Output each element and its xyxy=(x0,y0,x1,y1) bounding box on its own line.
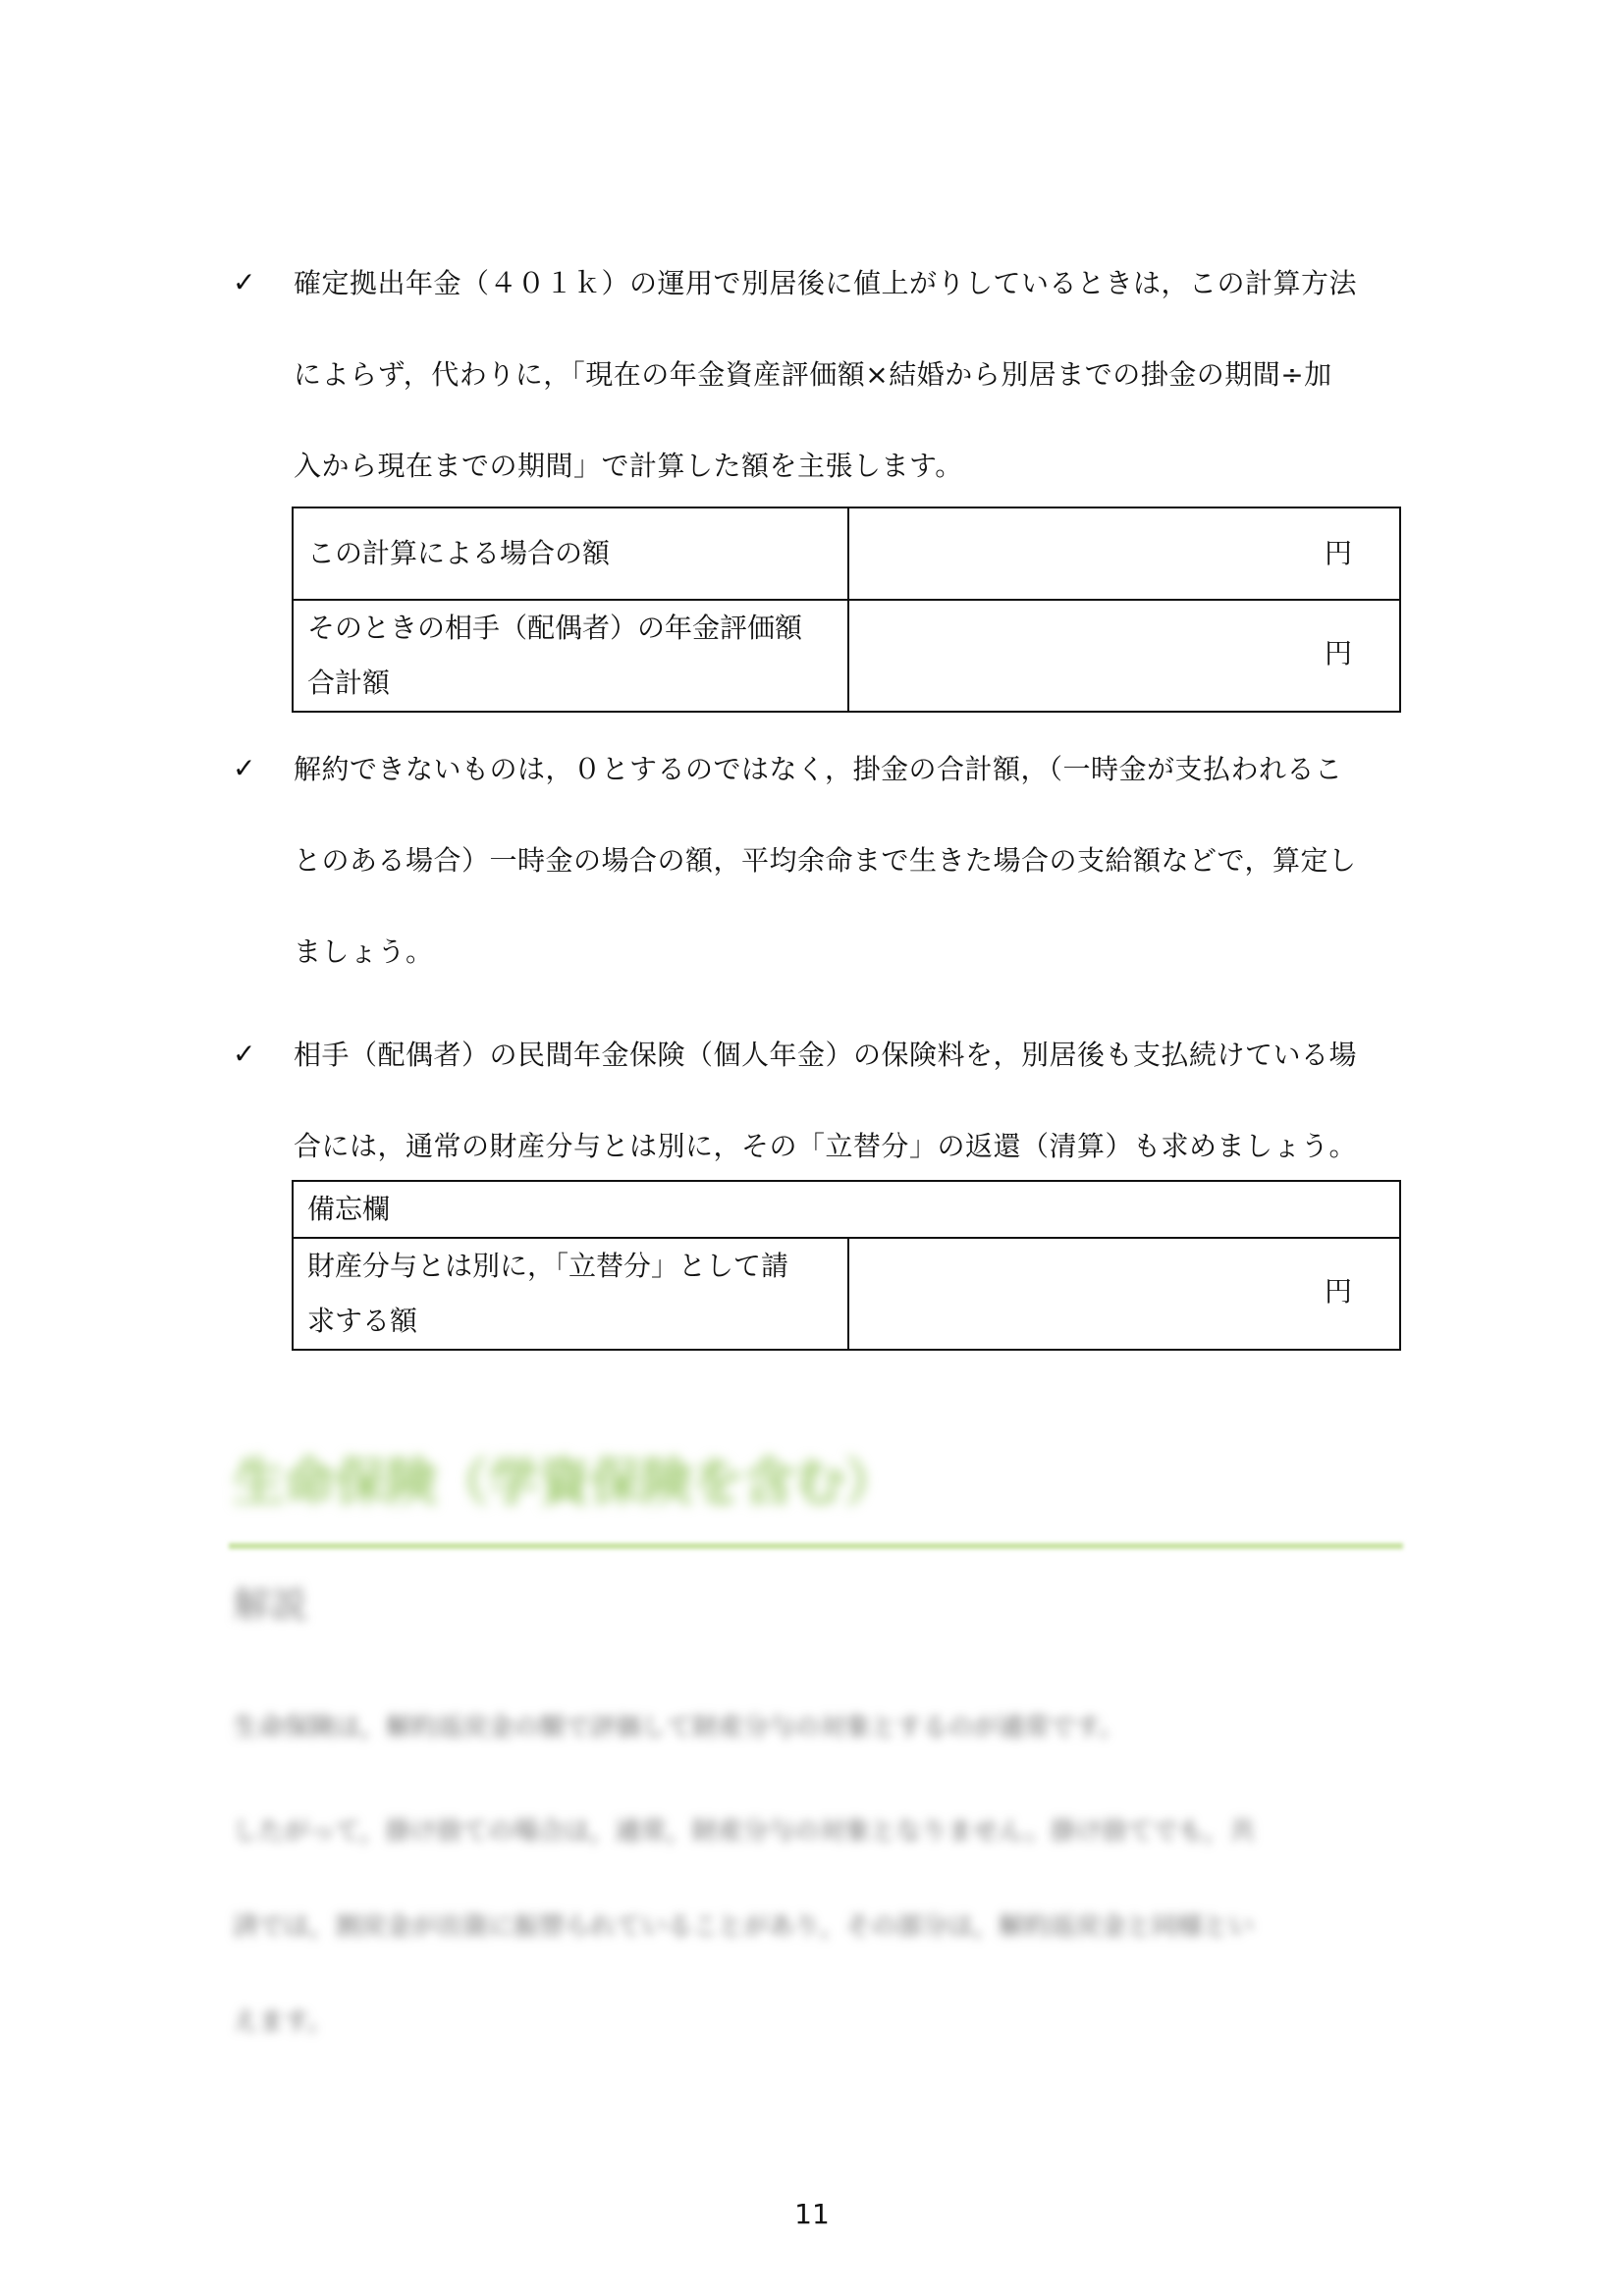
paragraph-line: えます。 xyxy=(233,2007,333,2037)
section-title: 生命保険（学資保険を含む） xyxy=(233,1454,897,1513)
table-label: この計算による場合の額 xyxy=(307,537,611,569)
table-label: 合計額 xyxy=(307,667,391,699)
table-label: そのときの相手（配偶者）の年金評価額 xyxy=(307,612,803,644)
bullet-line: 相手（配偶者）の民間年金保険（個人年金）の保険料を，別居後も支払続けている場 xyxy=(294,1039,1358,1071)
page-number: 11 xyxy=(794,2198,830,2230)
amount-input-cell[interactable] xyxy=(848,507,1400,600)
paragraph-line: したがって，掛け捨ての場合は，通常，財産分与の対象となりません。掛け捨てでも，共 xyxy=(233,1817,1256,1846)
memo-header-label: 備忘欄 xyxy=(307,1193,391,1225)
table-label: 財産分与とは別に，「立替分」として請 xyxy=(307,1250,789,1282)
paragraph xyxy=(233,1681,1401,1776)
memo-table xyxy=(292,1180,1401,1351)
bullet-line: によらず，代わりに，「現在の年金資産評価額×結婚から別居までの掛金の期間÷加 xyxy=(294,358,1332,391)
table-row xyxy=(293,600,1400,712)
amount-input-cell[interactable] xyxy=(848,1238,1400,1350)
bullet-line: ましょう。 xyxy=(294,935,434,968)
calculation-table xyxy=(292,507,1401,713)
paragraph-line: 生命保険は，解約返戻金の額で評価して財産分与の対象とするのが通常です。 xyxy=(233,1713,1124,1742)
table-label-cell xyxy=(293,1238,848,1350)
amount-input-cell[interactable] xyxy=(848,600,1400,712)
table-label: 求する額 xyxy=(307,1305,418,1337)
table-row xyxy=(293,1238,1400,1350)
memo-header xyxy=(293,1181,1400,1238)
paragraph xyxy=(233,1785,1401,2070)
check-icon: ✓ xyxy=(233,266,256,298)
bullet-line: 合には，通常の財産分与とは別に，その「立替分」の返還（清算）も求めましょう。 xyxy=(294,1130,1358,1162)
table-header-row xyxy=(293,1181,1400,1238)
paragraph-line: 済では，割戻金が出資に振替られていることがあり，その部分は，解約返戻金と同様とい xyxy=(233,1912,1255,1942)
yen-unit: 円 xyxy=(1324,1275,1352,1308)
yen-unit: 円 xyxy=(1324,537,1352,569)
check-icon: ✓ xyxy=(233,752,256,784)
bullet-line: 確定拠出年金（４０１ｋ）の運用で別居後に値上がりしているときは，この計算方法 xyxy=(294,267,1358,299)
table-label-cell xyxy=(293,507,848,600)
section-subtitle: 解説 xyxy=(233,1583,308,1627)
yen-unit: 円 xyxy=(1324,637,1352,669)
table-label-cell xyxy=(293,600,848,712)
section-divider xyxy=(229,1543,1403,1549)
check-icon: ✓ xyxy=(233,1038,256,1070)
bullet-line: とのある場合）一時金の場合の額，平均余命まで生きた場合の支給額などで，算定し xyxy=(294,844,1357,877)
bullet-line: 解約できないものは，０とするのではなく，掛金の合計額，（一時金が支払われるこ xyxy=(294,753,1343,785)
bullet-text xyxy=(294,1009,1403,1192)
table-row xyxy=(293,507,1400,600)
bullet-text xyxy=(294,238,1403,511)
bullet-text xyxy=(294,723,1403,997)
bullet-line: 入から現在までの期間」で計算した額を主張します。 xyxy=(294,450,963,482)
